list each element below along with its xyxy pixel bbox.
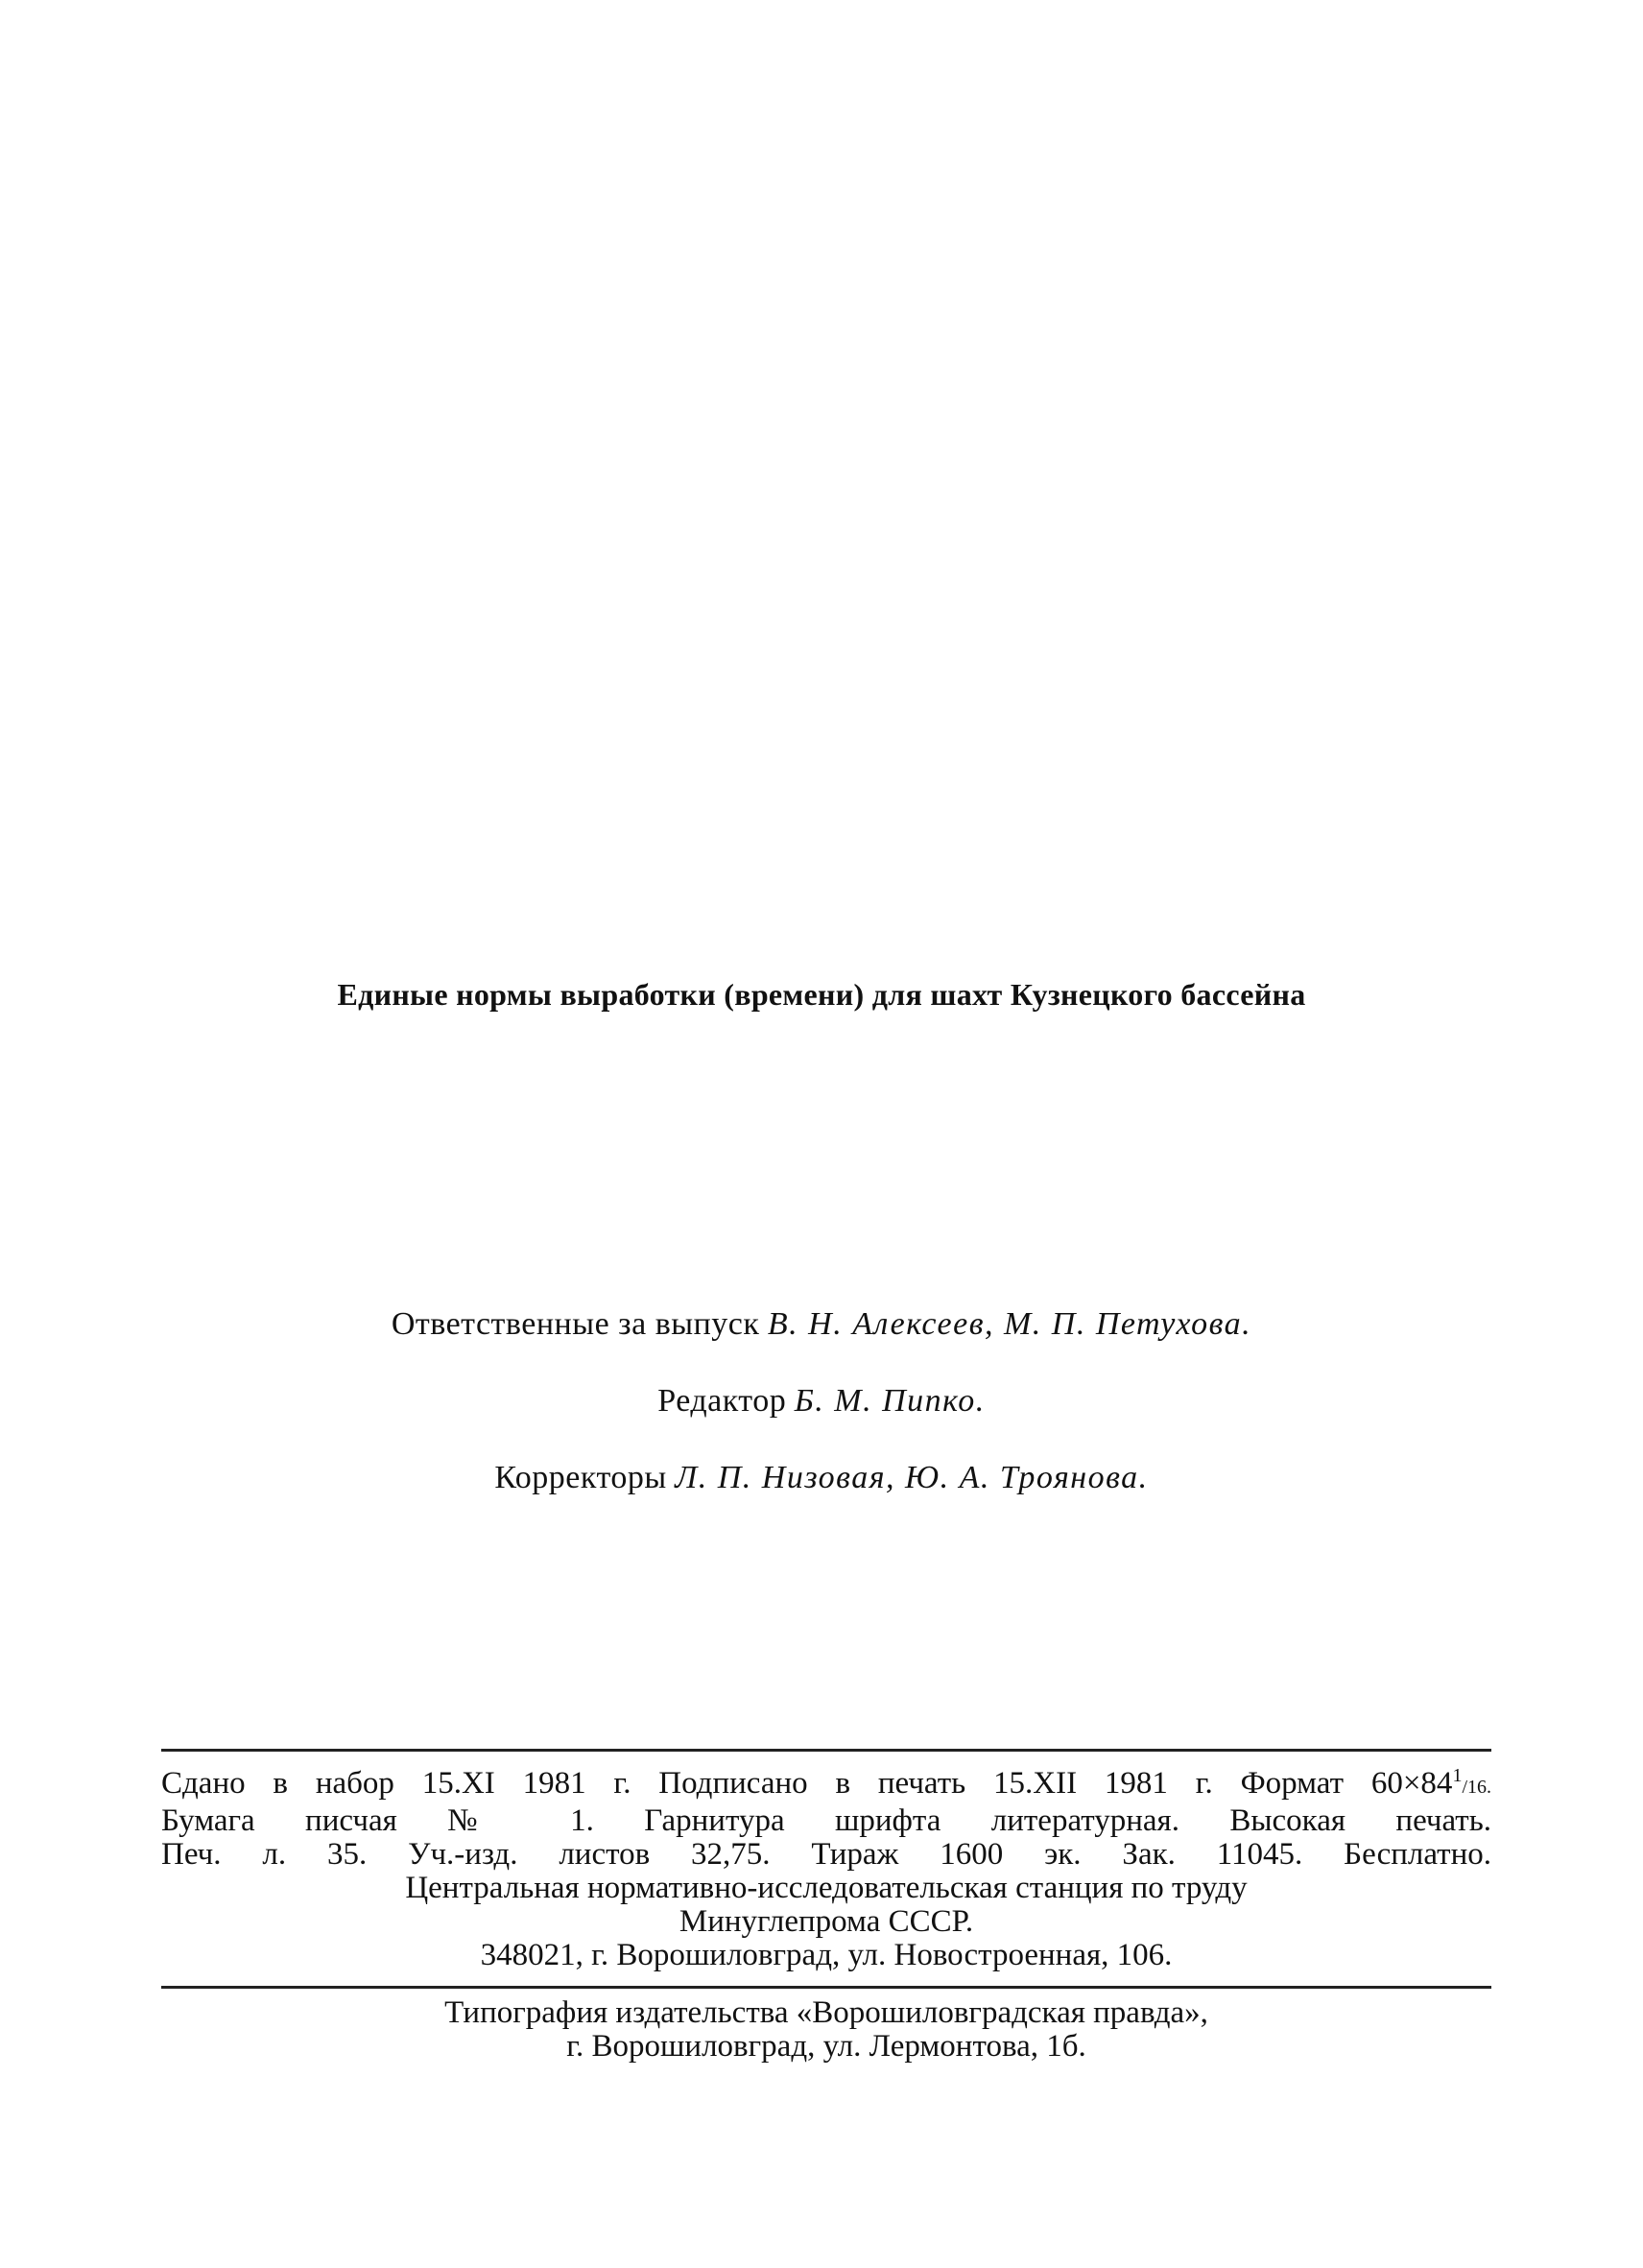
imprint-line-4: Центральная нормативно-исследовательская станция по труду bbox=[405, 1871, 1248, 1905]
format-superscript: 1 bbox=[1452, 1765, 1463, 1786]
document-title: Единые нормы выработки (времени) для шахт Кузнецкого бассейна bbox=[337, 977, 1306, 1012]
imprint-top-rule bbox=[161, 1749, 1491, 1752]
imprint-line-1-text: Сдано в набор 15.XI 1981 г. Подписано в печать 15.XII 1981 г. Формат 60×84 bbox=[161, 1766, 1453, 1801]
printer-line-2: г. Ворошиловград, ул. Лермонтова, 1б. bbox=[566, 2029, 1086, 2064]
credit-role: Редактор bbox=[657, 1383, 787, 1419]
credit-role: Корректоры bbox=[494, 1460, 667, 1495]
imprint-block bbox=[161, 1749, 1491, 2064]
credit-role: Ответственные за выпуск bbox=[391, 1306, 760, 1342]
credit-names: Б. М. Пипко. bbox=[794, 1383, 986, 1419]
format-fraction: /16. bbox=[1462, 1777, 1491, 1798]
imprint-line-1 bbox=[161, 1759, 1491, 1804]
credit-editor bbox=[0, 1380, 1643, 1457]
credit-names: В. Н. Алексеев, М. П. Петухова. bbox=[767, 1306, 1252, 1342]
credit-responsible bbox=[0, 1303, 1643, 1380]
credit-names: Л. П. Низовая, Ю. А. Троянова. bbox=[675, 1460, 1149, 1495]
imprint-line-5: Минуглепрома СССР. bbox=[679, 1904, 974, 1939]
credits-block bbox=[0, 1303, 1643, 1534]
credit-proofreaders bbox=[0, 1457, 1643, 1534]
imprint-middle-rule bbox=[161, 1986, 1491, 1989]
imprint-line-3: Печ. л. 35. Уч.-изд. листов 32,75. Тираж 1600 эк. Зак. 11045. Бесплатно. bbox=[161, 1837, 1491, 1872]
imprint-line-6: 348021, г. Ворошиловград, ул. Новостроенная, 106. bbox=[480, 1938, 1173, 1972]
printer-line-1: Типография издательства «Ворошиловградская правда», bbox=[444, 1995, 1208, 2030]
imprint-line-2: Бумага писчая № 1. Гарнитура шрифта литературная. Высокая печать. bbox=[161, 1803, 1491, 1838]
